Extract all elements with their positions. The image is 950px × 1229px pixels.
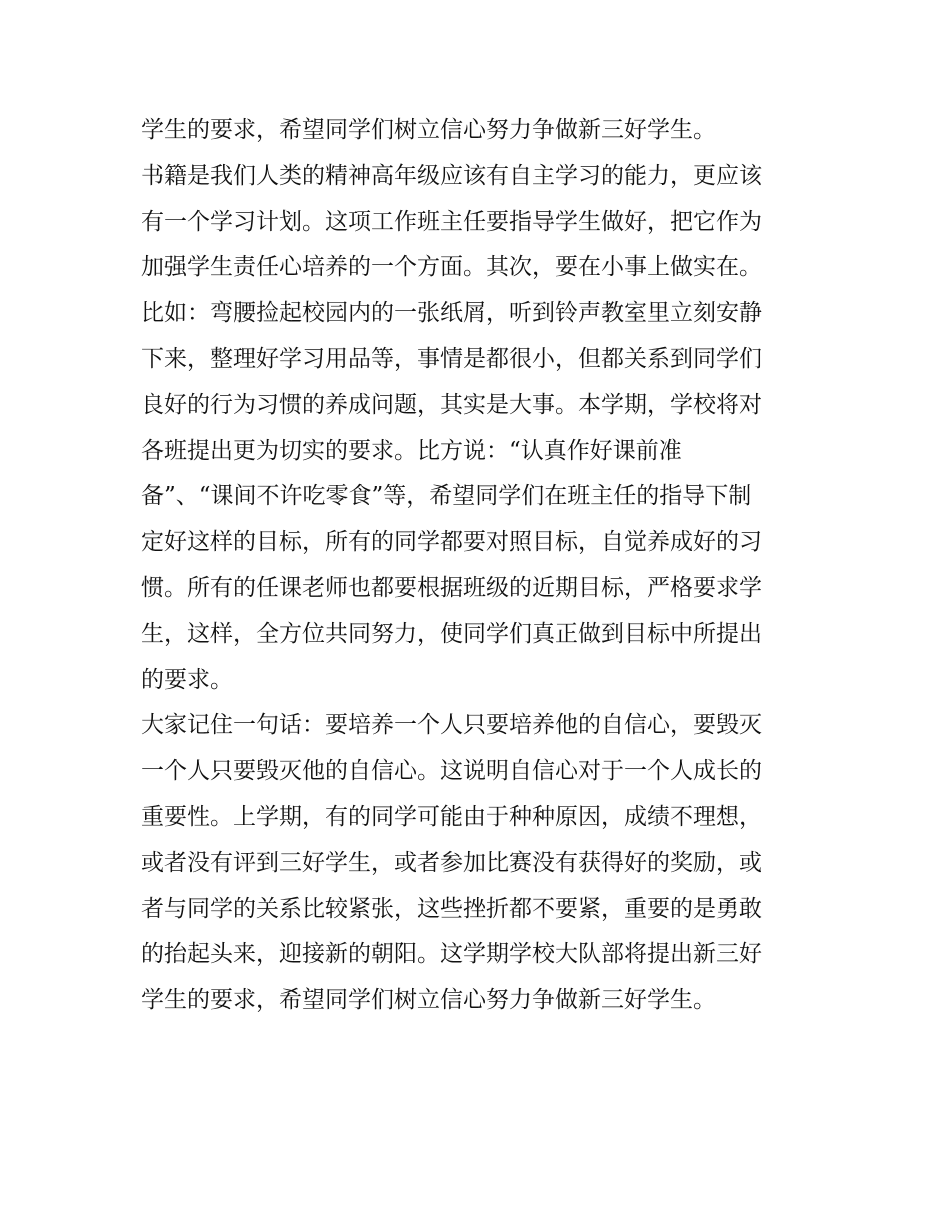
text-line: 有一个学习计划。这项工作班主任要指导学生做好，把它作为 <box>141 208 762 235</box>
text-line: 惯。所有的任课老师也都要根据班级的近期目标，严格要求学 <box>141 574 762 601</box>
text-line: 备”、“课间不许吃零食”等，希望同学们在班主任的指导下制 <box>141 483 752 510</box>
text-line: 生，这样，全方位共同努力，使同学们真正做到目标中所提出 <box>141 620 762 647</box>
text-line: 大家记住一句话：要培养一个人只要培养他的自信心，要毁灭 <box>141 712 762 739</box>
text-line: 重要性。上学期，有的同学可能由于种种原因，成绩不理想， <box>141 803 762 830</box>
text-line: 学生的要求，希望同学们树立信心努力争做新三好学生。 <box>141 987 716 1014</box>
body-text <box>141 108 821 1024</box>
text-line: 定好这样的目标，所有的同学都要对照目标，自觉养成好的习 <box>141 529 762 556</box>
text-line: 或者没有评到三好学生，或者参加比赛没有获得好的奖励，或 <box>141 849 762 876</box>
text-line: 者与同学的关系比较紧张，这些挫折都不要紧，重要的是勇敢 <box>141 895 762 922</box>
text-line: 下来，整理好学习用品等，事情是都很小，但都关系到同学们 <box>141 345 762 372</box>
text-line: 学生的要求，希望同学们树立信心努力争做新三好学生。 <box>141 117 716 143</box>
text-line: 的抬起头来，迎接新的朝阳。这学期学校大队部将提出新三好 <box>141 941 762 968</box>
text-line: 的要求。 <box>141 666 233 693</box>
text-line: 比如：弯腰捡起校园内的一张纸屑，听到铃声教室里立刻安静 <box>141 300 762 327</box>
text-line: 加强学生责任心培养的一个方面。其次，要在小事上做实在。 <box>141 254 762 281</box>
text-line: 各班提出更为切实的要求。比方说：“认真作好课前准 <box>141 437 682 464</box>
text-line: 一个人只要毁灭他的自信心。这说明自信心对于一个人成长的 <box>141 758 762 785</box>
text-line: 书籍是我们人类的精神高年级应该有自主学习的能力，更应该 <box>141 162 762 189</box>
text-line: 良好的行为习惯的养成问题，其实是大事。本学期，学校将对 <box>141 391 762 418</box>
